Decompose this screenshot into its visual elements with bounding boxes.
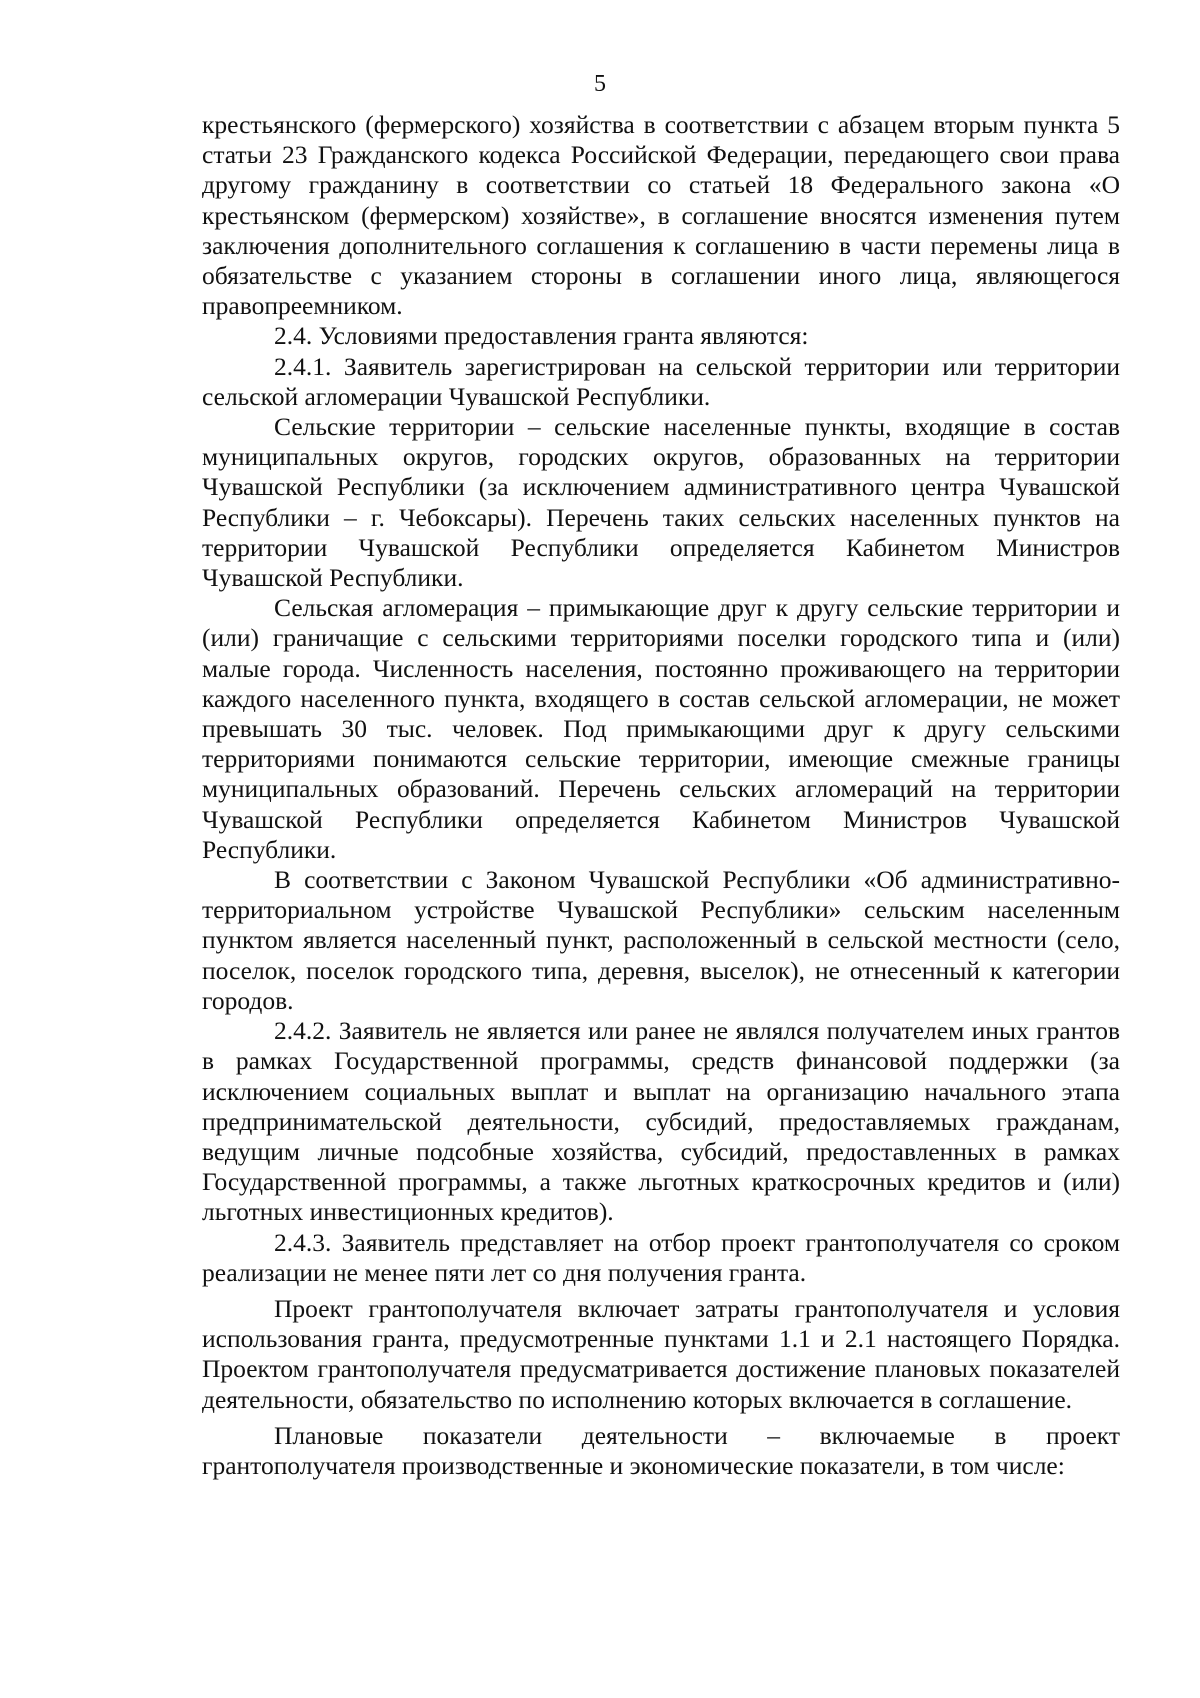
paragraph-law-reference: В соответствии с Законом Чувашской Республики «Об административно-территориальном устройстве Чувашской Республики» сельским населенным пунктом является населенный пункт, расположенный в сельской местности (село, поселок, поселок городского типа, деревня, выселок), не отнесенный к категории городов. — [202, 865, 1120, 1015]
document-body — [202, 110, 1120, 1481]
paragraph-continuation: крестьянского (фермерского) хозяйства в соответствии с абзацем вторым пункта 5 статьи 23 Гражданского кодекса Российской Федерации, передающего свои права другому гражданину в соответствии со статьей 18 Федерального закона «О крестьянском (фермерском) хозяйстве», в соглашение вносятся изменения путем заключения дополнительного соглашения к соглашению в части перемены лица в обязательстве с указанием стороны в соглашении иного лица, являющегося правопреемником. — [202, 110, 1120, 321]
paragraph-project-content: Проект грантополучателя включает затраты грантополучателя и условия использования гранта, предусмотренные пунктами 1.1 и 2.1 настоящего Порядка. Проектом грантополучателя предусматривается достижение плановых показателей деятельности, обязательство по исполнению которых включается в соглашение. — [202, 1293, 1120, 1414]
paragraph-planned-indicators: Плановые показатели деятельности – включаемые в проект грантополучателя производственные и экономические показатели, в том числе: — [202, 1420, 1120, 1480]
paragraph-rural-territories: Сельские территории – сельские населенные пункты, входящие в состав муниципальных округов, городских округов, образованных на территории Чувашской Республики (за исключением административного центра Чувашской Республики – г. Чебоксары). Перечень таких сельских населенных пунктов на территории Чувашской Республики определяется Кабинетом Министров Чувашской Республики. — [202, 412, 1120, 593]
paragraph-2-4-3: 2.4.3. Заявитель представляет на отбор проект грантополучателя со сроком реализации не менее пяти лет со дня получения гранта. — [202, 1227, 1120, 1287]
paragraph-2-4: 2.4. Условиями предоставления гранта являются: — [274, 321, 809, 351]
paragraph-2-4-2: 2.4.2. Заявитель не является или ранее не являлся получателем иных грантов в рамках Государственной программы, средств финансовой поддержки (за исключением социальных выплат и выплат на организацию начального этапа предпринимательской деятельности, субсидий, предоставляемых гражданам, ведущим личные подсобные хозяйства, субсидий, предоставленных в рамках Государственной программы, а также льготных краткосрочных кредитов и (или) льготных инвестиционных кредитов). — [202, 1016, 1120, 1227]
paragraph-rural-agglomeration: Сельская агломерация – примыкающие друг к другу сельские территории и (или) граничащие с сельскими территориями поселки городского типа и (или) малые города. Численность населения, постоянно проживающего на территории каждого населенного пункта, входящего в состав сельской агломерации, не может превышать 30 тыс. человек. Под примыкающими друг к другу сельскими территориями понимаются сельские территории, имеющие смежные границы муниципальных образований. Перечень сельских агломераций на территории Чувашской Республики определяется Кабинетом Министров Чувашской Республики. — [202, 593, 1120, 864]
page-number: 5 — [594, 71, 606, 97]
paragraph-2-4-1: 2.4.1. Заявитель зарегистрирован на сельской территории или территории сельской агломерации Чувашской Республики. — [202, 351, 1120, 411]
